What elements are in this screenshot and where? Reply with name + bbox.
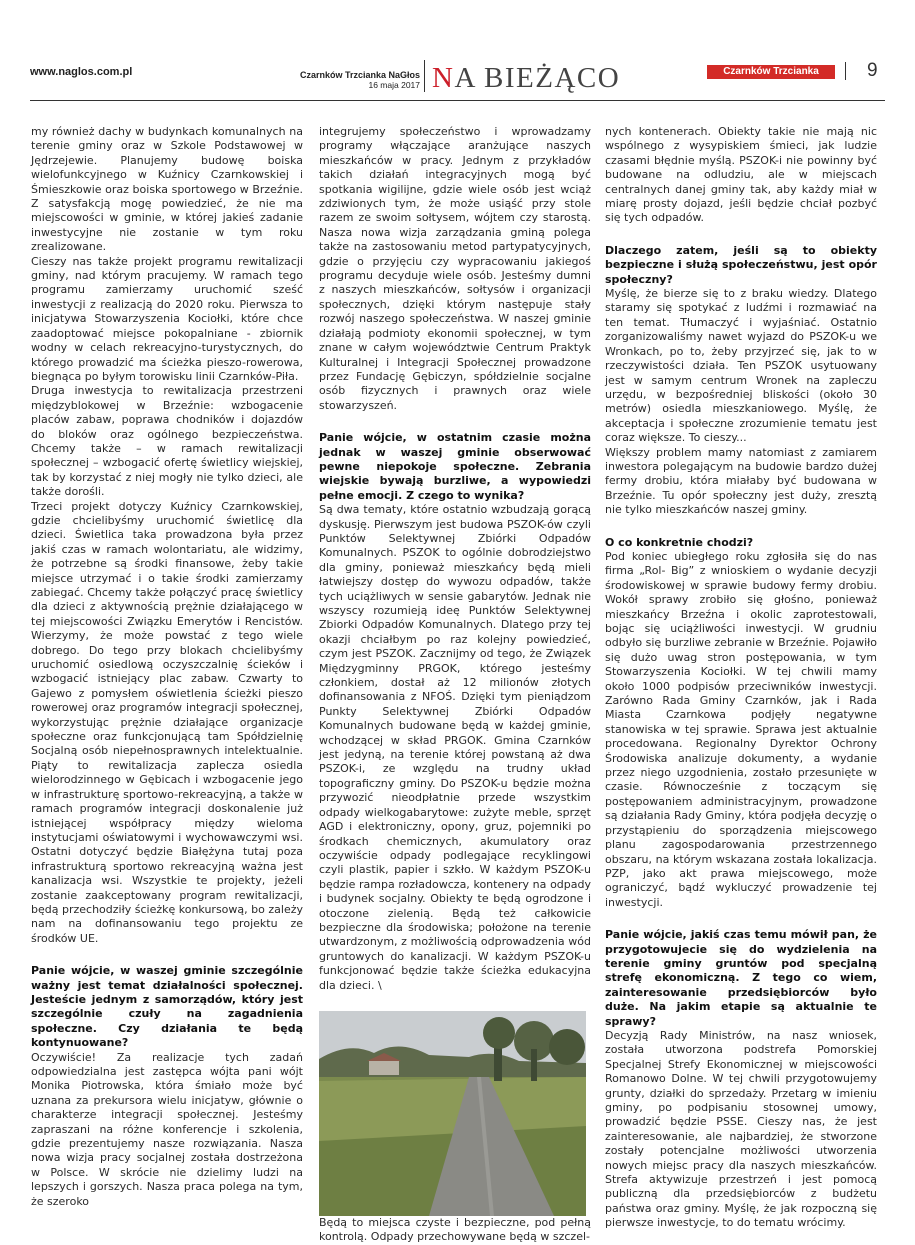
paragraph: Trzeci projekt dotyczy Kuźnicy Czarnkowskiej, gdzie chcielibyśmy uruchomić świetlicę dla dzieci. Świetlica taka prowadzona była przez jakiś czas w ramach wolontariatu, ale widzimy, że potrzebne są środki finansowe, żeby takie miejsce utrzymać i o takie środki zamierzamy zabiegać. Chcemy także połączyć pracę świetlicy dla dzieci z aktywnością prężnie działającego w tej miejscowości Związku Emerytów i Rencistów. Wierzymy, że może powstać z tego wiele dobrego. Do tego przy blokach chcielibyśmy uruchomić osiedlową oczyszczalnię ścieków i wzbogacić istniejący plac zabaw. Czwarty to Gajewo z pomysłem oświetlenia ścieżki pieszo rowerowej oraz programów integracji społecznej, wykorzystując prężnie działające organizacje społeczne oraz funkcjonującą tam Spółdzielnię Socjalną osób niepełnosprawnych intelektualnie. Piąty to rewitalizacja zaplecza osiedla wielorodzinnego w Gębicach i wzbogacenie jego w infrastrukturę sportowo-rekreacyjną, a także w ramach programów integracji doskonalenie już istniejącej współpracy między wieloma instytucjami oświatowymi i wychowawczymi wsi. Ostatni dotyczyć będzie Białężyna tutaj poza infrastrukturą sportowo rekreacyjną ważna jest kanalizacja wsi. Wszystkie te projekty, jeżeli zostanie zaakceptowany program rewitalizacji, będą przechodziły ścieżkę konkursową, bo zależy nam na dofinansowaniu tego projektu ze środków UE. <box>31 499 303 945</box>
article-photo <box>319 1011 586 1216</box>
article-column-3 <box>605 125 877 1235</box>
issue-date: 16 maja 2017 <box>368 80 420 90</box>
paragraph: Druga inwestycja to rewitalizacja przestrzeni międzyblokowej w Brzeźnie: wzbogacenie placów zabaw, poprawa chodników i dojazdów do bloków oraz ogólnego bezpieczeństwa. Chcemy także – w ramach rewitalizacji społecznej – wzbogacić ofertę świetlicy wiejskiej, tak by korzystać z niej mogły nie tylko dzieci, ale także dorośli. <box>31 384 303 499</box>
interview-question: Panie wójcie, w waszej gminie szczególnie ważny jest temat działalności społecznej. Jesteście jednym z samorządów, który jest szczególnie czuły na zagadnienia społeczne. Czy działania te będą kontynuowane? <box>31 964 303 1050</box>
paragraph: Są dwa tematy, które ostatnio wzbudzają gorącą dyskusję. Pierwszym jest budowa PSZOK-ów czyli Punktów Selektywnej Zbiórki Odpadów Komunalnych. PSZOK to ogólnie dobrodziejstwo dla gminy, ponieważ mieszkańcy będą mieli łatwiejszy dostęp do wywozu odpadów, także tych uciążliwych w sensie gabarytów. Jednak nie wszyscy rozumieją ideę Punktów Selektywnej Zbiorki Odpadów Komunalnych. Dlatego przy tej okazji chciałbym po raz kolejny powiedzieć, czym jest PSZOK. Zacznijmy od tego, że Związek Międzygminny PRGOK, którego jesteśmy członkiem, dostał aż 12 milionów złotych dofinansowania z NFOŚ. Dzięki tym pieniądzom Punkty Selektywnej Zbiórki Odpadów Komunalnych budowane będą w każdej gminie, wchodzącej w skład PRGOK. Gmina Czarnków jest jedyną, na terenie której powstaną aż dwa PSZOK-i, ze względu na trudny układ topograficzny gminy. Do PSZOK-u będzie można przywozić nieodpłatnie przede wszystkim odpady wielkogabarytowe: zużyte meble, sprzęt AGD i elektroniczny, opony, gruz, pojemniki po środkach chemicznych, akumulatory oraz oczywiście odpady podlegające recyklingowi czyli plastik, papier i szkło. W każdym PSZOK-u będzie rampa rozładowcza, kontenery na odpady i budynek socjalny. Obiekty te będą ogrodzone i otoczone zielenią. Będą też całkowicie bezpieczne dla środowiska; położone na terenie utwardzonym, z możliwością odprowadzenia wód gruntowych do kanalizacji. W każdym PSZOK-u funkcjonować będzie także ścieżka edukacyjna dla dzieci. \ <box>319 503 591 992</box>
article-column-2 <box>319 125 591 1244</box>
section-title-initial: N <box>432 62 455 94</box>
paragraph: nych kontenerach. Obiekty takie nie mają nic wspólnego z wysypiskiem śmieci, jak ludzie czasami błędnie myślą. PSZOK-i nie powinny być budowane na odludziu, ale w miejscach centralnych danej gminy tak, aby każdy miał w miarę prosty dojazd, jeśli będzie chciał pozbyć się tych odpadów. <box>605 125 877 225</box>
paragraph: Cieszy nas także projekt programu rewitalizacji gminy, nad którym pracujemy. W ramach tego programu zamierzamy uruchomić sześć inwestycji z realizacją do 2020 roku. Pierwsza to inicjatywa Stowarzyszenia Kociołki, które chce zaadoptować miejsce pokopalniane - zbiornik wodny w celach rekreacyjno-turystycznych, do którego prowadzić ma ścieżka pieszo-rowerowa, biegnąca po byłym torowisku linii Czarnków-Piła. <box>31 254 303 383</box>
paragraph: Pod koniec ubiegłego roku zgłosiła się do nas firma „Rol- Big” z wnioskiem o wydanie decyzji środowiskowej w sprawie budowy fermy drobiu. Wokół sprawy zrobiło się głośno, ponieważ mieszkańcy Brzeźna i okolic zaprotestowali, bojąc się uciążliwości inwestycji. W grudniu odbyło się burzliwe zebranie w Brzeźnie. Pojawiło się dużo uwag stron postępowania, w tym Stowarzyszenia Kociołki. W tej chwili mamy około 1000 podpisów przeciwników inwestycji. Zarówno Rada Gminy Czarnków, jak i Rada Miasta Czarnkowa podjęły negatywne stanowiska w tej sprawie. Sprawa jest aktualnie procedowana. Regionalny Dyrektor Ochrony Środowiska analizuje dokumenty, a wydanie przez niego uzgodnienia, zostało przesunięte w czasie. Równocześnie z toczącym się postępowaniem administracyjnym, prowadzone są działania Rady Gminy, która podjęła decyzję o przystąpieniu do sporządzenia miejscowego planu zagospodarowania przestrzennego obszaru, na którym wskazana została lokalizacja. PZP, jako akt prawa miejscowego, może ograniczyć, bądź wykluczyć prowadzenie tej inwestycji. <box>605 549 877 909</box>
page-number-divider <box>845 62 846 80</box>
paragraph: Większy problem mamy natomiast z zamiarem inwestora polegającym na budowie bardzo dużej fermy drobiu, która miałaby być budowana w Brzeźnie. Tu opór społeczny jest duży, zresztą nie tylko mieszkańców naszej gminy. <box>605 445 877 517</box>
paragraph: Będą to miejsca czyste i bezpieczne, pod pełną kontrolą. Odpady przechowywane będą w szczel- <box>319 1215 591 1244</box>
paragraph: Oczywiście! Za realizacje tych zadań odpowiedzialna jest zastępca wójta pani wójt Monika Piotrowska, która śmiało może być uznana za prekursora wielu inicjatyw, głównie o charakterze integracji społecznej. Jesteśmy zapraszani na różne konferencje i szkolenia, gdzie prezentujemy nasze rozwiązania. Nasza nowa wizja pracy socjalnej została dostrzeżona w Polsce. W skrócie nie dzielimy ludzi na lepszych i gorszych. Nasza praca polega na tym, że szeroko <box>31 1050 303 1208</box>
header-rule <box>30 100 885 101</box>
header-divider <box>424 60 425 92</box>
paragraph: my również dachy w budynkach komunalnych na terenie gminy oraz w Szkole Podstawowej w Jędrzejewie. Planujemy budowę boiska wielofunkcyjnego w Kuźnicy Czarnkowskiej i Śmieszkowie oraz boiska sportowego w Brzeźnie. Z satysfakcją mogę powiedzieć, że nie ma miejscowości w gminie, w której jakieś zadanie inwestycyjne nie zostanie w tym roku zrealizowane. <box>31 125 303 254</box>
interview-question: Panie wójcie, jakiś czas temu mówił pan, że przygotowujecie się do wydzielenia na terenie gminy gruntów pod specjalną strefę ekonomiczną. Z tego co wiem, zainteresowanie przedsiębiorców było duże. Na jakim etapie są aktualnie te sprawy? <box>605 928 877 1028</box>
interview-question: O co konkretnie chodzi? <box>605 535 754 549</box>
publication-name: Czarnków Trzcianka NaGłos <box>299 70 420 80</box>
website-url[interactable]: www.naglos.com.pl <box>30 66 133 78</box>
section-title-rest: A BIEŻĄCO <box>454 62 621 94</box>
interview-question: Panie wójcie, w ostatnim czasie można jednak w waszej gminie obserwować pewne niepokoje społeczne. Zebrania wiejskie bywają burzliwe, a wypowiedzi pełne emocji. Z czego to wynika? <box>319 431 591 502</box>
brand-logo: Czarnków Trzcianka NaGłos <box>707 65 835 79</box>
interview-question: Dlaczego zatem, jeśli są to obiekty bezpieczne i służą społeczeństwu, jest opór społeczny? <box>605 243 877 286</box>
paragraph: integrujemy społeczeństwo i wprowadzamy programy włączające aranżujące naszych mieszkańców w pracy. Jednym z przykładów takich działań integracyjnych mogą być spotkania wigilijne, gdzie wiele osób jest wciąż zdziwionych tym, że może usiąść przy stole razem ze swoim sołtysem, wójtem czy starostą. Nasza nowa wizja zarządzania gminą polega także na zastosowaniu metod partypatycyjnych, gdzie o przyjęciu czy wypracowaniu jakiegoś programu decyduje wiele osób. Jesteśmy dumni z naszych mieszkańców, sołtysów i organizacji społecznych, dzięki którym następuje stały rozwój naszego społeczeństwa. W naszej gminie działają podmioty ekonomii społecznej, w tym znane w całym województwie Centrum Praktyk Kulturalnej i Integracji Społecznej prowadzone przez Fundację Gębiczyn, spółdzielnie socjalne osób fizycznych i prawnych oraz wiele stowarzyszeń. <box>319 125 591 412</box>
issue-info <box>300 70 420 90</box>
article-column-1 <box>31 125 303 1235</box>
page-header <box>0 0 915 100</box>
section-title <box>432 62 620 95</box>
paragraph: Decyzją Rady Ministrów, na nasz wniosek, została utworzona podstrefa Pomorskiej Specjalnej Strefy Ekonomicznej w miejscowości Romanowo Dolne. W tej chwili przygotowujemy grunty, działki do sprzedaży. Przetarg w imieniu gminy, po podpisaniu stosownej umowy, prowadzić będzie PSSE. Cieszy nas, że jest zainteresowanie, ale najbardziej, że stworzone zostały potencjalne możliwości utworzenia nowych miejsc pracy dla naszych mieszkańców. Strefa aktywizuje przestrzeń i jest pomocą publiczną dla przedsiębiorców z budżetu państwa oraz gminy. Myślę, że jak rozpoczną się pierwsze inwestycje, to do tematu wrócimy. <box>605 1028 877 1230</box>
paragraph: Myślę, że bierze się to z braku wiedzy. Dlatego staramy się spotykać z ludźmi i rozmawiać na ten temat. Tłumaczyć i wyjaśniać. Ostatnio zorganizowaliśmy nawet wyjazd do PSZOK-u we Wronkach, po to, żeby przyjrzeć się, jak to w rzeczywistości działa. Ten PSZOK usytuowany jest w samym centrum Wronek na zapleczu urzędu, w bezpośredniej bliskości (około 30 metrów) osiedla mieszkaniowego. Myślę, że akceptacja i społeczne zrozumienie tematu jest coraz większe. To cieszy... <box>605 287 877 445</box>
page-number: 9 <box>867 60 878 81</box>
